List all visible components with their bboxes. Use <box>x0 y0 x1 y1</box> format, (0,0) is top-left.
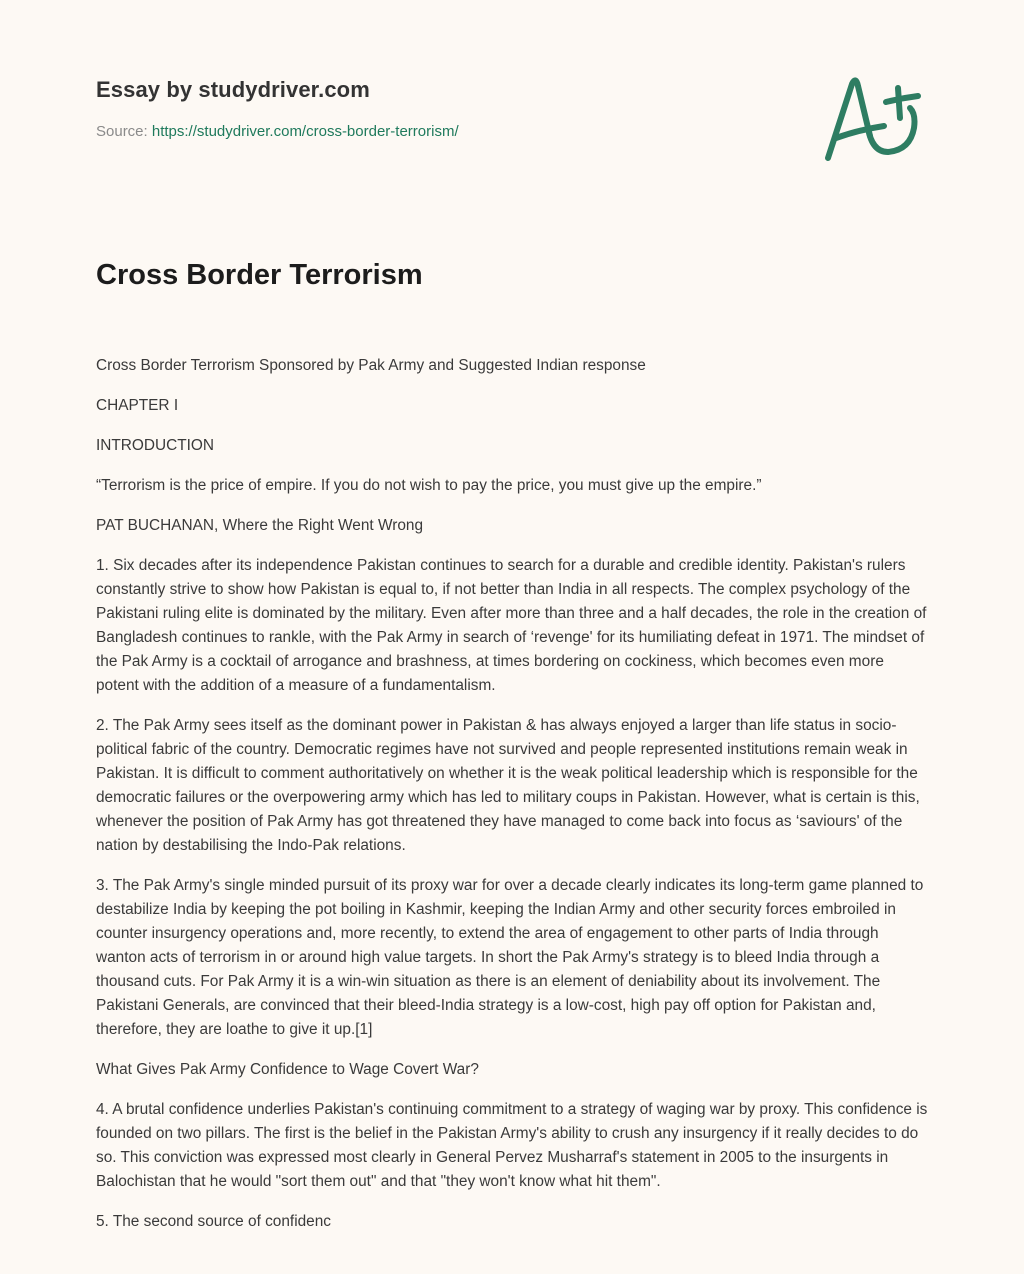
section-heading-confidence: What Gives Pak Army Confidence to Wage Covert War? <box>96 1061 479 1078</box>
source-label: Source: <box>96 123 152 140</box>
paragraph-5-truncated: 5. The second source of confidenc <box>96 1213 332 1230</box>
paragraph-3: 3. The Pak Army's single minded pursuit of its proxy war for over a decade clearly indicates its long-term game planned to destabilize India by keeping the pot boiling in Kashmir, keeping the Indian Army and other security forces embroiled in counter insurgency operations and, more recently, to extend the area of engagement to other parts of India through wanton acts of terrorism in or around high value targets. In short the Pak Army's strategy is to bleed India through a thousand cuts. For Pak Army it is a win-win situation as there is an element of deniability about its involvement. The Pakistani Generals, are convinced that their bleed-India strategy is a low-cost, high pay off option for Pakistan and, therefore, they are loathe to give it up.[1] <box>96 877 924 1038</box>
source-link[interactable]: https://studydriver.com/cross-border-terrorism/ <box>151 123 459 140</box>
source-line <box>96 122 928 142</box>
paragraph-1: 1. Six decades after its independence Pakistan continues to search for a durable and credible identity. Pakistan's rulers constantly strive to show how Pakistan is equal to, if not better than India in all respects. The complex psychology of the Pakistani ruling elite is dominated by the military. Even after more than three and a half decades, the role in the creation of Bangladesh continues to rankle, with the Pak Army in search of ‘revenge' for its humiliating defeat in 1971. The mindset of the Pak Army is a cocktail of arrogance and brashness, at times bordering on cockiness, which becomes even more potent with the addition of a measure of a fundamentalism. <box>96 557 927 694</box>
document-title: Cross Border Terrorism <box>96 259 423 291</box>
document-body <box>96 354 930 1250</box>
a-plus-grade-icon <box>818 62 938 172</box>
paragraph-4: 4. A brutal confidence underlies Pakistan's continuing commitment to a strategy of waging war by proxy. This confidence is founded on two pillars. The first is the belief in the Pakistan Army's ability to crush any insurgency if it really decides to do so. This conviction was expressed most clearly in General Pervez Musharraf's statement in 2005 to the insurgents in Balochistan that he would "sort them out" and that "they won't know what hit them". <box>96 1101 928 1190</box>
paragraph-2: 2. The Pak Army sees itself as the dominant power in Pakistan & has always enjoyed a larger than life status in socio-political fabric of the country. Democratic regimes have not survived and people represented institutions remain weak in Pakistan. It is difficult to comment authoritatively on whether it is the weak political leadership which is responsible for the democratic failures or the overpowering army which has led to military coups in Pakistan. However, what is certain is this, whenever the position of Pak Army has got threatened they have managed to come back into focus as ‘saviours' of the nation by destabilising the Indo-Pak relations. <box>96 717 920 854</box>
epigraph-quote: “Terrorism is the price of empire. If you do not wish to pay the price, you must give up the empire.” <box>96 477 762 494</box>
page-header <box>96 74 928 142</box>
subtitle-paragraph: Cross Border Terrorism Sponsored by Pak Army and Suggested Indian response <box>96 357 646 374</box>
brand-title: Essay by studydriver.com <box>96 77 370 102</box>
epigraph-attribution: PAT BUCHANAN, Where the Right Went Wrong <box>96 517 424 534</box>
section-heading-introduction: INTRODUCTION <box>96 437 214 454</box>
chapter-heading: CHAPTER I <box>96 397 179 414</box>
